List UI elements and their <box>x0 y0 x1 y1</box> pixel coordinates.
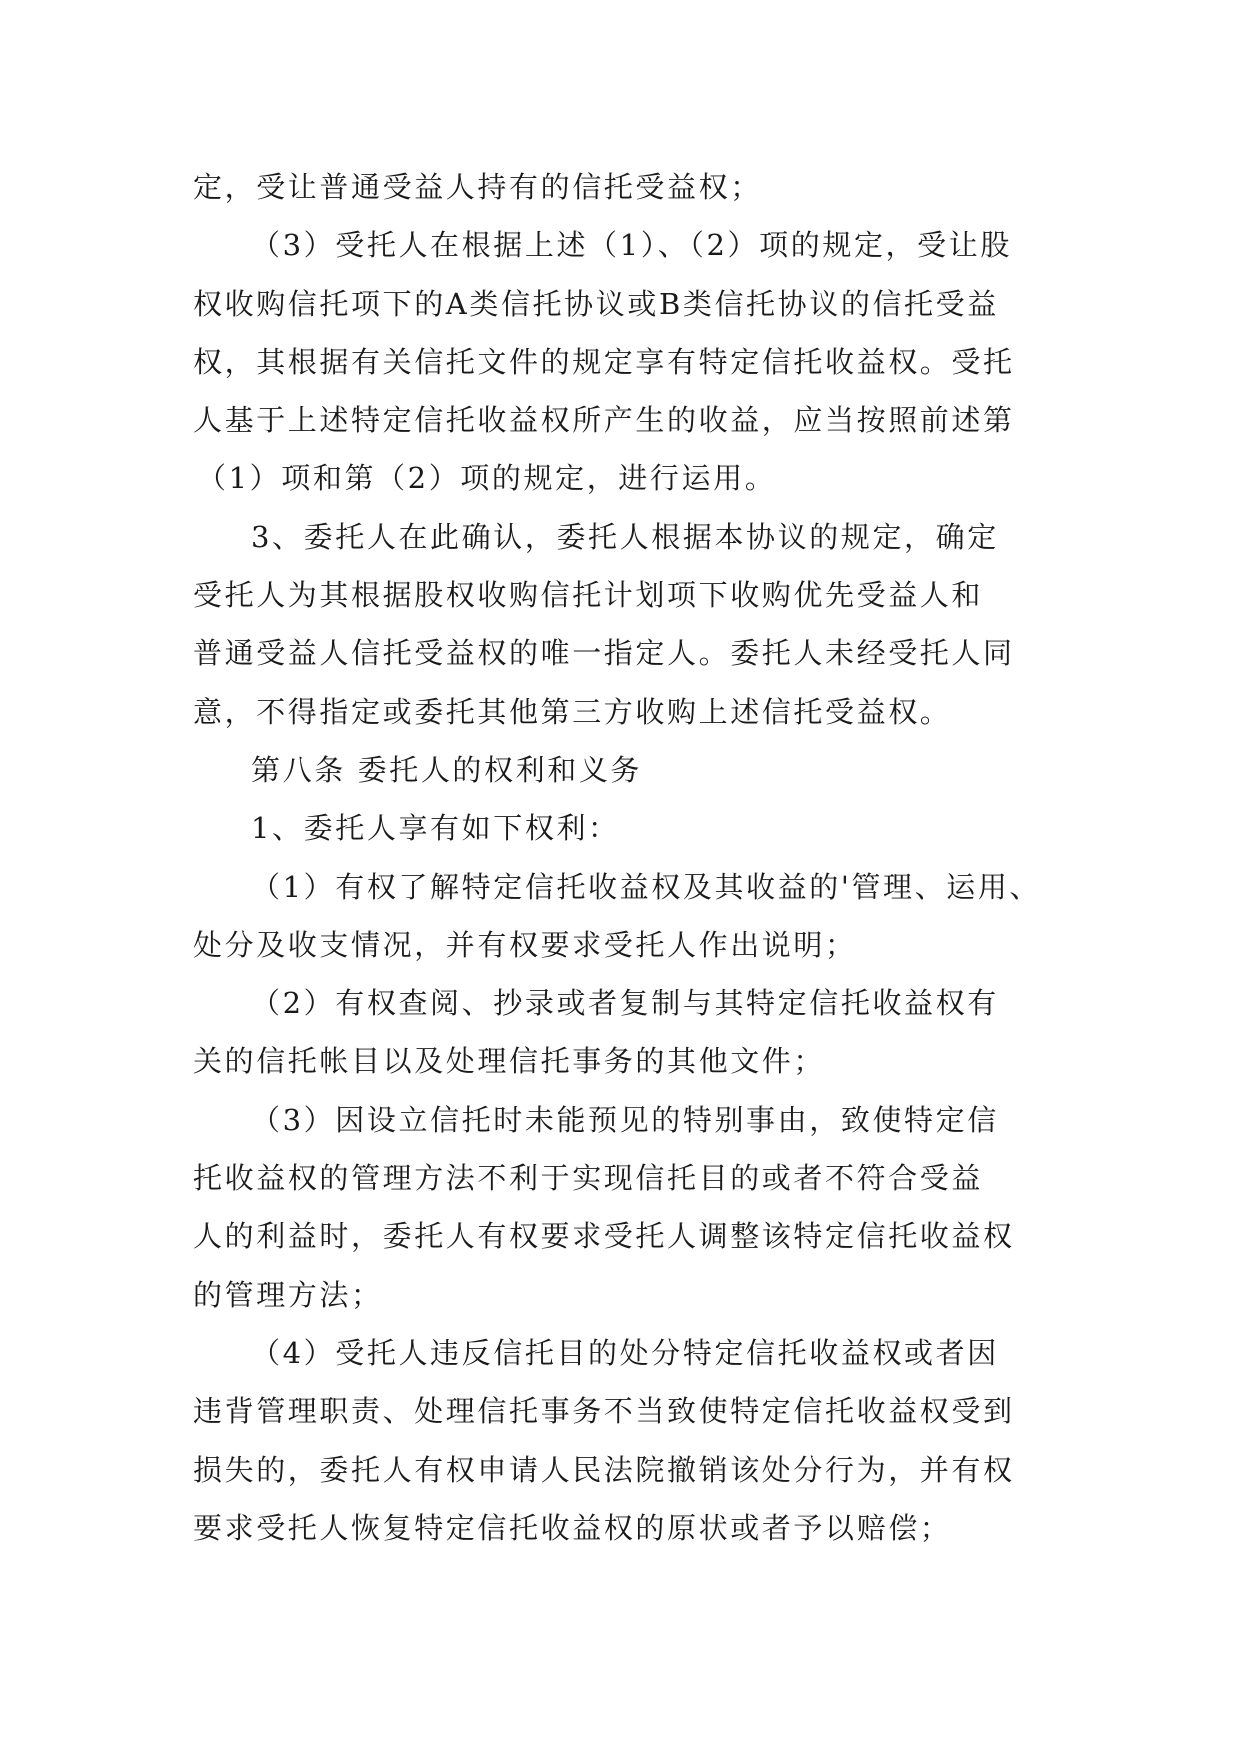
text-line: 意，不得指定或委托其他第三方收购上述信托受益权。 <box>193 694 952 729</box>
text-line: 关的信托帐目以及处理信托事务的其他文件； <box>193 1044 826 1079</box>
text-line: 权，其根据有关信托文件的规定享有特定信托收益权。受托 <box>193 344 1015 379</box>
text-line: （4）受托人违反信托目的处分特定信托收益权或者因 <box>251 1335 999 1370</box>
text-line: 托收益权的管理方法不利于实现信托目的或者不符合受益 <box>193 1161 984 1196</box>
text-line: 权收购信托项下的A类信托协议或B类信托协议的信托受益 <box>193 286 999 321</box>
text-line: 损失的，委托人有权申请人民法院撤销该处分行为，并有权 <box>193 1452 1015 1487</box>
text-line: （1）有权了解特定信托收益权及其收益的'管理、运用、 <box>251 869 1042 904</box>
text-line: 处分及收支情况，并有权要求受托人作出说明； <box>193 927 857 962</box>
text-line: （3）受托人在根据上述（1）、（2）项的规定，受让股 <box>251 228 1012 263</box>
text-line: 受托人为其根据股权收购信托计划项下收购优先受益人和 <box>193 578 984 613</box>
section-heading: 第八条 委托人的权利和义务 <box>251 752 643 787</box>
text-line: 人的利益时，委托人有权要求受托人调整该特定信托收益权 <box>193 1219 1015 1254</box>
text-line: 违背管理职责、处理信托事务不当致使特定信托收益权受到 <box>193 1394 1015 1429</box>
text-line: 的管理方法； <box>193 1277 383 1312</box>
text-line: 3、委托人在此确认，委托人根据本协议的规定，确定 <box>251 519 999 554</box>
document-page <box>193 158 1053 1557</box>
text-line: 定，受让普通受益人持有的信托受益权； <box>193 170 762 204</box>
text-line: 普通受益人信托受益权的唯一指定人。委托人未经受托人同 <box>193 636 1015 671</box>
text-line: （1）项和第（2）项的规定，进行运用。 <box>197 461 777 496</box>
text-line: （2）有权查阅、抄录或者复制与其特定信托收益权有 <box>251 986 999 1021</box>
text-line: （3）因设立信托时未能预见的特别事由，致使特定信 <box>251 1102 999 1137</box>
text-line: 要求受托人恢复特定信托收益权的原状或者予以赔偿； <box>193 1510 952 1545</box>
text-line: 人基于上述特定信托收益权所产生的收益，应当按照前述第 <box>193 403 1015 438</box>
text-line: 1、委托人享有如下权利： <box>251 811 620 846</box>
